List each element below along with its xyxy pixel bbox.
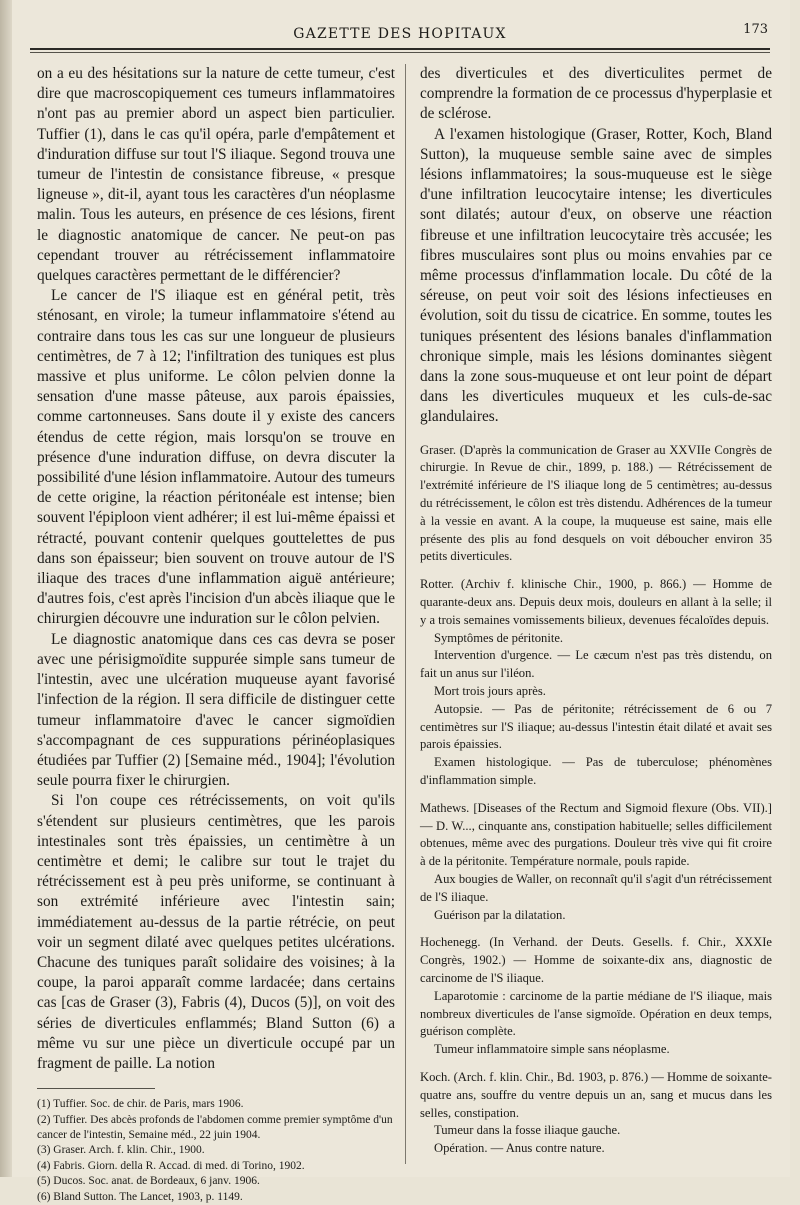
footnote-separator (37, 1088, 155, 1089)
right-column (420, 64, 772, 1168)
case-paragraph: Examen histologique. — Pas de tuberculose; phénomènes d'inflammation simple. (420, 755, 772, 787)
case-paragraph: Aux bougies de Waller, on reconnaît qu'il s'agit d'un rétrécissement de l'S iliaque. (420, 871, 773, 904)
case-paragraph: Hochenegg. (In Verhand. der Deuts. Gesells. f. Chir., XXXIe Congrès, 1902.) — Homme de soixante-dix ans, diagnostic de carcinome de l'S iliaque. (420, 935, 772, 985)
case-paragraph: Mort trois jours après. (434, 684, 546, 699)
left-column (37, 64, 395, 1205)
page-binding-edge (0, 0, 12, 1177)
footnote: (4) Fabris. Giorn. della R. Accad. di med. di Torino, 1902. (37, 1159, 305, 1172)
case-paragraph: Mathews. [Diseases of the Rectum and Sigmoid flexure (Obs. VII).] — D. W..., cinquante ans, constipation habituelle; selles difficilement obtenues, même avec des purgations. Douleur très vive qui fit croire à de la péritonite. Température normale, pouls rapide. (420, 800, 772, 869)
case-report-hochenegg (420, 934, 772, 1059)
header-rule-thin (30, 52, 770, 53)
paragraph: Si l'on coupe ces rétrécissements, on voit qu'ils s'étendent sur plusieurs centimètres, que les parois intestinales sont très épaissies, un centimètre à un centimètre et demi; le calibre sur tout le trajet du rétrécissement est à peu près uniforme, se continuant à son extrémité inférieure avec l'intestin sain; immédiatement au-dessus de la partie rétrécie, on peut voir un segment dilaté avec quelques petites ulcérations. Chacune des tuniques paraît solidaire des voisines; à la coupe, la paroi apparaît comme lardacée; dans certains cas [cas de Graser (3), Fabris (4), Ducos (5)], on voit des séries de diverticules enflammés; Bland Sutton (6) a même vu sur une pièce un diverticule occupé par un fragment de paille. La notion (37, 792, 395, 1072)
footnote: (2) Tuffier. Des abcès profonds de l'abdomen comme premier symptôme d'un cancer de l'intestin, Semaine méd., 22 juin 1904. (37, 1113, 393, 1141)
case-report-rotter (420, 576, 772, 790)
page-header (30, 22, 770, 46)
case-paragraph: Opération. — Anus contre nature. (434, 1141, 605, 1156)
footnotes (37, 1097, 395, 1205)
case-paragraph: Guérison par la dilatation. (434, 907, 566, 922)
paragraph: des diverticules et des diverticulites permet de comprendre la formation de ce processus d'hyperplasie et de sclérose. (420, 65, 772, 123)
header-rule-thick (30, 48, 770, 50)
case-report-mathews (420, 800, 772, 925)
case-paragraph: Intervention d'urgence. — Le cæcum n'est pas très distendu, on fait un anus sur l'iléon. (420, 648, 772, 681)
footnote: (3) Graser. Arch. f. klin. Chir., 1900. (37, 1144, 205, 1157)
case-paragraph: Symptômes de péritonite. (434, 630, 564, 645)
footnote: (6) Bland Sutton. The Lancet, 1903, p. 1149. (37, 1190, 243, 1203)
case-paragraph: Laparotomie : carcinome de la partie médiane de l'S iliaque, mais nombreux diverticules de l'anse sigmoïde. Opération en deux temps, guérison complète. (420, 988, 772, 1039)
footnote: (5) Ducos. Soc. anat. de Bordeaux, 6 janv. 1906. (37, 1175, 260, 1188)
case-report-graser (420, 442, 772, 567)
case-paragraph: Graser. (D'après la communication de Graser au XXVIIe Congrès de chirurgie. In Revue de chir., 1899, p. 188.) — Rétrécissement de l'extrémité inférieure de l'S iliaque long de 5 centimètres; au-dessus du rétrécissement, le côlon est très distendu. Adhérences de la tumeur à la vessie en avant. A la coupe, la muqueuse est saine, mais elle présente des plis au fond desquels on voit déboucher environ 35 petits diverticules. (420, 442, 772, 564)
page-number: 173 (743, 22, 768, 37)
paragraph: A l'examen histologique (Graser, Rotter, Koch, Bland Sutton), la muqueuse semble saine avec de simples lésions inflammatoires; la sous-muqueuse est le siège d'une infiltration leucocytaire intense; les diverticules sont dilatés; autour d'eux, on observe une réaction fibreuse et une infiltration leucocytaire très accusée; les fibres musculaires sont plus ou moins envahies par ce même processus d'inflammation locale. Du côté de la séreuse, on peut voir soit des lésions infectieuses en évolution, soit du tissu de cicatrice. En somme, toutes les tuniques présentent des lésions banales d'inflammation chronique simple, mais les lésions dominantes siègent dans la zone sous-muqueuse et ont leur point de départ dans les diverticules muqueux et les culs-de-sac glandulaires. (420, 125, 772, 426)
column-divider (405, 64, 406, 1164)
case-paragraph: Koch. (Arch. f. klin. Chir., Bd. 1903, p. 876.) — Homme de soixante-quatre ans, souffre du ventre depuis un an, sang et mucus dans les selles, constipation. (420, 1069, 772, 1120)
running-title: GAZETTE DES HOPITAUX (293, 26, 507, 42)
case-paragraph: Tumeur dans la fosse iliaque gauche. (434, 1123, 621, 1138)
paragraph: on a eu des hésitations sur la nature de cette tumeur, c'est dire que macroscopiquement ces tumeurs inflammatoires n'ont pas au premier abord un aspect bien particulier. Tuffier (1), dans le cas qu'il opéra, parle d'empâtement et d'induration diffuse sur tout l'S iliaque. Segond trouva une tumeur de l'intestin de consistance fibreuse, « presque ligneuse », dit-il, ayant tous les caractères d'un néoplasme malin. Tous les auteurs, en présence de ces lésions, firent le diagnostic anatomique de cancer. Ne peut-on pas cependant trouver au rétrécissement inflammatoire quelques caractères permettant de le différencier? (37, 65, 395, 285)
paragraph: Le diagnostic anatomique dans ces cas devra se poser avec une périsigmoïdite suppurée simple sans tumeur de l'intestin, avec une ulcération muqueuse ayant favorisé l'infection de la région. Il sera difficile de distinguer cette tumeur inflammatoire d'avec le cancer sigmoïdien s'accompagnant de ces suppurations périnéoplasiques étudiées par Tuffier (2) [Semaine méd., 1904]; l'évolution seule pourra fixer le chirurgien. (37, 630, 395, 790)
left-body-text (37, 64, 395, 1074)
right-body-text (420, 64, 772, 428)
footnote: (1) Tuffier. Soc. de chir. de Paris, mars 1906. (37, 1098, 244, 1111)
case-report-koch (420, 1069, 772, 1158)
paragraph: Le cancer de l'S iliaque est en général petit, très sténosant, en virole; la tumeur inflammatoire s'étend au contraire dans tous les cas sur une longueur de plusieurs centimètres, de 7 à 12; l'infiltration des tuniques est plus massive et plus uniforme. Le côlon pelvien donne la sensation d'une masse pâteuse, aux parois épaissies, comme cartonneuses. Sans doute il y existe des cancers étendus de cette région, mais lorsqu'on se trouve en présence d'une induration diffuse, on devra discuter la possibilité d'une lésion inflammatoire. Autour des tumeurs de cette origine, la réaction péritonéale est intense; bien souvent l'épiploon vient adhérer; il est lui-même épaissi et rétracté, pouvant contenir quelques gouttelettes de pus dans son épaisseur; bien souvent on trouve autour de l'S iliaque des traces d'une inflammation aiguë antérieure; d'autres fois, c'est après l'incision d'un abcès iliaque que le chirurgien découvre une induration sur le côlon pelvien. (37, 287, 395, 628)
case-paragraph: Autopsie. — Pas de péritonite; rétrécissement de 6 ou 7 centimètres sur l'S iliaque; au-dessus l'intestin était dilaté et avait ses parois épaissies. (420, 701, 772, 752)
case-paragraph: Tumeur inflammatoire simple sans néoplasme. (434, 1042, 670, 1057)
case-paragraph: Rotter. (Archiv f. klinische Chir., 1900, p. 866.) — Homme de quarante-deux ans. Depuis deux mois, douleurs en allant à la selle; il y a trois semaines vomissements bilieux, devenues fécaloïdes depuis. (420, 577, 772, 627)
